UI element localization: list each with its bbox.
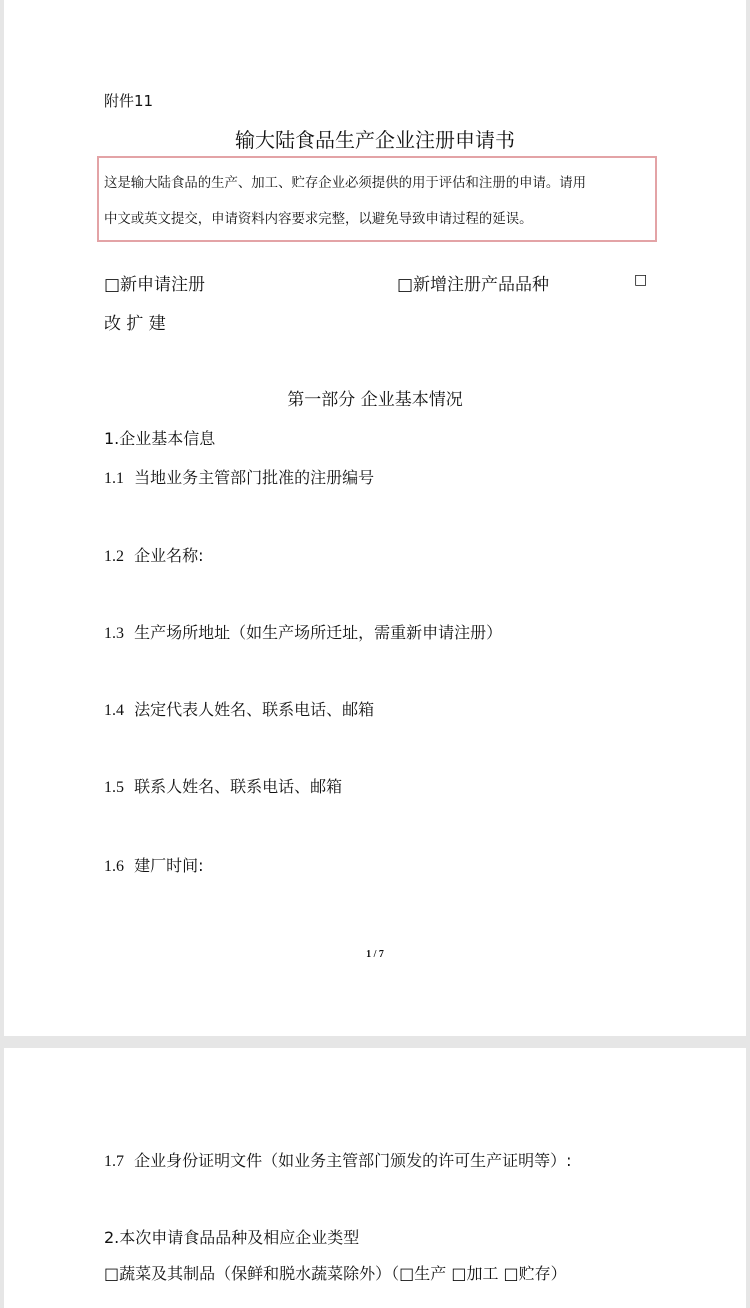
document-page-1 xyxy=(4,0,746,1036)
page-number: 1 / 7 xyxy=(366,949,384,960)
form-item: 1.5 联系人姓名、联系电话、邮箱 xyxy=(104,777,343,796)
option-expand-label: 改 扩 建 xyxy=(104,314,166,334)
attachment-label: 附件11 xyxy=(104,92,154,110)
option-add-product[interactable]: □新增注册产品品种 xyxy=(397,275,550,295)
section-heading: 2.本次申请食品品种及相应企业类型 xyxy=(104,1228,360,1247)
form-item: 1.1 当地业务主管部门批准的注册编号 xyxy=(104,468,375,487)
document-title: 输大陆食品生产企业注册申请书 xyxy=(235,128,515,152)
notice-box xyxy=(97,156,657,242)
form-item: 1.4 法定代表人姓名、联系电话、邮箱 xyxy=(104,700,375,719)
form-item: 1.7 企业身份证明文件（如业务主管部门颁发的许可生产证明等）: xyxy=(104,1151,572,1170)
notice-line-1: 这是输大陆食品的生产、加工、贮存企业必须提供的用于评估和注册的申请。请用 xyxy=(104,176,587,191)
product-option-line[interactable]: □蔬菜及其制品（保鲜和脱水蔬菜除外）（□生产 □加工 □贮存） xyxy=(104,1264,567,1283)
part-title: 第一部分 企业基本情况 xyxy=(287,390,463,410)
form-item: 1.2 企业名称: xyxy=(104,546,204,565)
notice-line-2: 中文或英文提交，申请资料内容要求完整，以避免导致申请过程的延误。 xyxy=(104,212,533,227)
form-item: 1.3 生产场所地址（如生产场所迁址，需重新申请注册） xyxy=(104,623,503,642)
option-expand-checkbox[interactable]: □ xyxy=(634,272,648,288)
option-new-registration[interactable]: □新申请注册 xyxy=(104,275,206,295)
form-item: 1.6 建厂时间: xyxy=(104,856,204,875)
document-page-2 xyxy=(4,1048,746,1308)
section-heading: 1.企业基本信息 xyxy=(104,429,216,448)
